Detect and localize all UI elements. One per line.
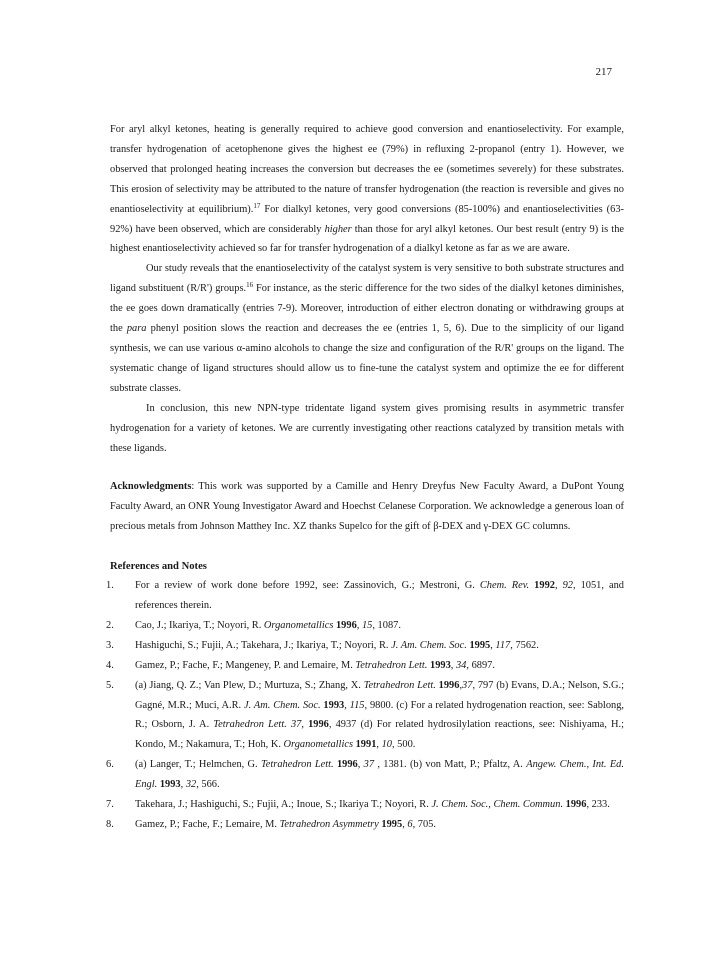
- reference-text: , 566.: [196, 779, 220, 791]
- reference-text: ,: [459, 679, 463, 691]
- reference-italic-text: 32: [185, 779, 197, 791]
- reference-bold-text: 1996: [308, 719, 329, 731]
- reference-italic-text: Organometallics: [263, 619, 334, 631]
- reference-bold-text: 1996: [565, 799, 587, 811]
- reference-text: , 797 (b) Evans, D.A.; Nelson, S.G.; Gagné, M.R.; Muci, A.R.: [135, 679, 624, 711]
- reference-italic-text: Tetrahedron Lett.: [363, 679, 436, 691]
- reference-bold-text: 1993: [323, 699, 345, 711]
- reference-number: 2.: [106, 619, 114, 631]
- reference-text: For a review of work done before 1992, see: Zassinovich, G.; Mestroni, G.: [135, 580, 480, 592]
- reference-italic-text: Tetrahedron Lett.: [260, 759, 334, 771]
- reference-text: Gamez, P.; Fache, F.; Lemaire, M.: [135, 819, 280, 830]
- references-list: [106, 576, 625, 835]
- reference-italic-text: Chem. Rev.: [479, 580, 530, 592]
- paragraph-text: For dialkyl ketones, very good conversions (85-100%) and enantioselectivities (63-92%) have been observed, which are considerably: [110, 203, 624, 235]
- reference-bold-text: 1995: [469, 639, 491, 651]
- reference-italic-text: Angew. Chem., Int. Ed. Engl.: [135, 759, 624, 791]
- reference-item: [106, 636, 624, 656]
- paragraph-aryl-alkyl: [110, 120, 624, 259]
- reference-item: [106, 815, 624, 835]
- reference-text: ,: [376, 739, 382, 751]
- paragraph-text: than those for aryl alkyl ketones. Our best result (entry 9) is the highest enantioselectivity achieved so far for transfer hydrogenation of a dialkyl ketone as far as we are aware.: [110, 223, 624, 255]
- reference-italic-text: 115: [349, 699, 365, 711]
- reference-text: Gamez, P.; Fache, F.; Mangeney, P. and Lemaire, M.: [135, 659, 356, 671]
- reference-text: Hashiguchi, S.; Fujii, A.; Takehara, J.; Ikariya, T.; Noyori, R.: [135, 639, 392, 651]
- reference-text: ,: [490, 639, 496, 651]
- reference-item: [106, 795, 624, 815]
- reference-text: ,: [554, 580, 563, 592]
- article-body: [106, 120, 625, 835]
- reference-text: , 9800. (c) For a related hydrogenation reaction, see: Sablong, R.; Osborn, J. A.: [135, 699, 625, 731]
- reference-bold-text: 1996: [438, 679, 460, 691]
- reference-text: ,: [344, 699, 350, 711]
- reference-number: 1.: [106, 580, 114, 592]
- emphasis-text: para: [126, 323, 147, 335]
- paragraph-study: [110, 259, 624, 398]
- reference-italic-text: 37: [290, 719, 302, 731]
- paragraph-text: phenyl position slows the reaction and decreases the ee (entries 1, 5, 6). Due to the simplicity of our ligand synthesis, we can use various α-amino alcohols to change the size and configuration of the R/R' groups on the ligand. The systematic change of ligand structures should allow us to fine-tune the catalyst system and optimize the ee for different substrate classes.: [110, 323, 624, 394]
- reference-text: , 1381. (b) von Matt, P.; Pfaltz, A.: [374, 759, 527, 771]
- reference-italic-text: Tetrahedron Asymmetry: [279, 819, 379, 830]
- reference-italic-text: Tetrahedron Lett.: [355, 659, 428, 671]
- reference-item: [106, 616, 624, 636]
- reference-text: ,: [356, 619, 362, 631]
- reference-text: ,: [180, 779, 186, 791]
- reference-bold-text: 1996: [335, 619, 357, 631]
- reference-text: , 7562.: [510, 639, 539, 651]
- reference-text: , 500.: [391, 739, 416, 751]
- reference-italic-text: J. Chem. Soc., Chem. Commun.: [431, 799, 564, 811]
- reference-italic-text: 37: [363, 759, 375, 771]
- reference-item: [106, 656, 624, 676]
- reference-item: [106, 755, 624, 795]
- reference-italic-text: Tetrahedron Lett.: [213, 719, 287, 731]
- reference-text: Takehara, J.; Hashiguchi, S.; Fujii, A.; Inoue, S.; Ikariya T.; Noyori, R.: [135, 799, 432, 811]
- reference-bold-text: 1992: [534, 580, 555, 592]
- reference-bold-text: 1991: [355, 739, 377, 751]
- reference-italic-text: 92: [562, 580, 573, 592]
- paragraph-conclusion: [110, 399, 624, 459]
- reference-number: 7.: [106, 799, 114, 811]
- reference-text: ,: [357, 759, 364, 771]
- reference-item: [106, 676, 625, 756]
- reference-bold-text: 1993: [430, 659, 451, 671]
- reference-text: (a) Jiang, Q. Z.; Van Plew, D.; Murtuza, S.; Zhang, X.: [135, 679, 364, 691]
- reference-item: [106, 576, 624, 616]
- reference-number: 5.: [106, 679, 114, 691]
- reference-italic-text: 6: [407, 819, 413, 830]
- page-number: 217: [595, 66, 612, 78]
- reference-italic-text: J. Am. Chem. Soc.: [244, 699, 321, 711]
- reference-bold-text: 1995: [381, 819, 403, 830]
- reference-text: (a) Langer, T.; Helmchen, G.: [135, 759, 261, 771]
- reference-italic-text: 10: [381, 739, 392, 751]
- references-heading: References and Notes: [110, 561, 207, 573]
- paragraph-text: Our study reveals that the enantioselectivity of the catalyst system is very sensitive to both substrate structures and ligand substituent (R/R') groups.: [110, 263, 624, 295]
- reference-text: ,: [402, 819, 408, 830]
- reference-italic-text: J. Am. Chem. Soc.: [391, 639, 467, 651]
- reference-text: , 705.: [412, 819, 436, 830]
- reference-italic-text: Organometallics: [283, 739, 353, 751]
- reference-italic-text: 117: [495, 639, 511, 651]
- reference-text: Cao, J.; Ikariya, T.; Noyori, R.: [135, 619, 264, 631]
- reference-number: 3.: [106, 639, 114, 651]
- reference-italic-text: 15: [361, 619, 373, 631]
- reference-text: , 1051, and references therein.: [135, 580, 624, 612]
- paragraph-text: For instance, as the steric difference for the two sides of the dialkyl ketones diminishes, the ee goes down dramatically (entries 7-9). Moreover, introduction of either electron donating or withdrawing groups at the: [110, 283, 625, 335]
- reference-text: ,: [301, 719, 309, 731]
- paragraph-text: In conclusion, this new NPN-type tridentate ligand system gives promising results in asymmetric transfer hydrogenation for a variety of ketones. We are currently investigating other reactions catalyzed by transition metals with these ligands.: [110, 402, 624, 454]
- reference-number: 4.: [106, 659, 114, 671]
- emphasis-text: higher: [324, 223, 352, 235]
- reference-italic-text: 37: [462, 679, 473, 691]
- reference-text: , 4937 (d) For related hydrosilylation reactions, see: Nishiyama, H.; Kondo, M.; Nakamura, T.; Hoh, K.: [135, 719, 624, 751]
- paragraph-text: For aryl alkyl ketones, heating is generally required to achieve good conversion and enantioselectivity. For example, transfer hydrogenation of acetophenone gives the highest ee (79%) in refluxing 2-propanol (entry 1). However, we observed that prolonged heating increases the conversion but decreases the ee (sometimes severely) for these substrates. This erosion of selectivity may be attributed to the nature of transfer hydrogenation (the reaction is reversible and gives no enantioselectivity at equilibrium).: [110, 124, 624, 215]
- acknowledgments-text: : This work was supported by a Camille and Henry Dreyfus New Faculty Award, a DuPont Young Faculty Award, an ONR Young Investigator Award and Hoechst Celanese Corporation. We acknowledge a generous loan of precious metals from Johnson Matthey Inc. XZ thanks Supelco for the gift of β-DEX and γ-DEX GC columns.: [110, 481, 624, 533]
- acknowledgments: [110, 477, 624, 537]
- reference-text: , 1087.: [372, 619, 401, 631]
- reference-italic-text: 34: [455, 659, 467, 671]
- reference-text: ,: [450, 659, 456, 671]
- reference-text: , 233.: [586, 799, 610, 811]
- citation-superscript: 17: [253, 201, 261, 210]
- reference-number: 6.: [106, 759, 114, 771]
- reference-bold-text: 1996: [336, 759, 358, 771]
- acknowledgments-label: Acknowledgments: [110, 481, 192, 493]
- reference-number: 8.: [106, 819, 114, 830]
- reference-text: , 6897.: [466, 659, 495, 671]
- reference-bold-text: 1993: [159, 779, 181, 791]
- citation-superscript: 16: [246, 281, 254, 290]
